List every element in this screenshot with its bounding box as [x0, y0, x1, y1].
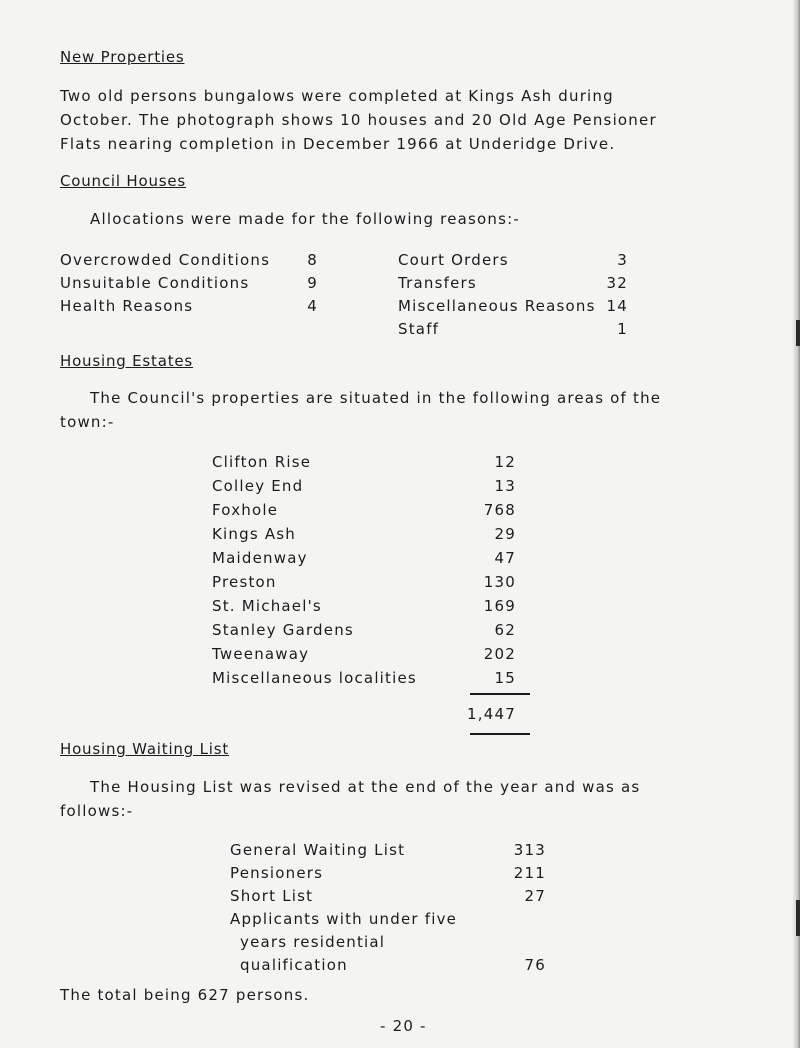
estate-name: Miscellaneous localities	[212, 669, 417, 687]
estate-count: 62	[494, 621, 516, 639]
housing-estates-heading: Housing Estates	[60, 352, 194, 370]
estate-name: Colley End	[212, 477, 304, 495]
estate-count: 169	[483, 597, 516, 615]
estate-count: 15	[494, 669, 516, 687]
waiting-list-total: The total being 627 persons.	[60, 986, 310, 1004]
page-edge-shadow	[792, 0, 800, 1048]
council-houses-heading: Council Houses	[60, 172, 187, 190]
reason-value: 3	[617, 251, 628, 269]
reason-label: Staff	[398, 320, 440, 338]
council-houses-intro: Allocations were made for the following reasons:-	[90, 210, 520, 228]
estate-count: 130	[483, 573, 516, 591]
new-properties-line-3: Flats nearing completion in December 1966 at Underidge Drive.	[60, 135, 616, 153]
total-rule-top	[470, 693, 530, 695]
estate-name: Foxhole	[212, 501, 279, 519]
housing-estates-line-2: town:-	[60, 413, 115, 431]
estate-count: 29	[494, 525, 516, 543]
reason-label: Court Orders	[398, 251, 509, 269]
estate-name: St. Michael's	[212, 597, 322, 615]
reason-value: 8	[307, 251, 318, 269]
new-properties-heading: New Properties	[60, 48, 185, 66]
reason-value: 14	[606, 297, 628, 315]
estate-name: Stanley Gardens	[212, 621, 354, 639]
estate-name: Kings Ash	[212, 525, 296, 543]
reason-value: 32	[606, 274, 628, 292]
estate-name: Tweenaway	[212, 645, 310, 663]
waiting-category: General Waiting List	[230, 841, 406, 859]
estate-count: 202	[483, 645, 516, 663]
waiting-category: Short List	[230, 887, 314, 905]
estate-name: Maidenway	[212, 549, 308, 567]
estate-count: 12	[494, 453, 516, 471]
page-number: - 20 -	[380, 1017, 427, 1035]
waiting-list-heading: Housing Waiting List	[60, 740, 230, 758]
reason-label: Miscellaneous Reasons	[398, 297, 596, 315]
waiting-count: 76	[524, 956, 546, 974]
waiting-count: 211	[513, 864, 546, 882]
waiting-category: Applicants with under five	[230, 910, 458, 928]
waiting-category: qualification	[240, 956, 348, 974]
estate-count: 13	[494, 477, 516, 495]
estate-name: Preston	[212, 573, 277, 591]
reason-label: Unsuitable Conditions	[60, 274, 250, 292]
reason-label: Overcrowded Conditions	[60, 251, 271, 269]
estate-count: 768	[483, 501, 516, 519]
waiting-list-line-1: The Housing List was revised at the end of the year and was as	[90, 778, 641, 796]
reason-value: 9	[307, 274, 318, 292]
estates-total: 1,447	[467, 705, 516, 723]
total-rule-bottom	[470, 733, 530, 735]
housing-estates-line-1: The Council's properties are situated in the following areas of the	[90, 389, 662, 407]
reason-value: 4	[307, 297, 318, 315]
waiting-count: 27	[524, 887, 546, 905]
scan-mark	[796, 900, 800, 936]
waiting-category: years residential	[240, 933, 386, 951]
reason-label: Health Reasons	[60, 297, 194, 315]
waiting-count: 313	[513, 841, 546, 859]
new-properties-line-1: Two old persons bungalows were completed at Kings Ash during	[60, 87, 614, 105]
waiting-category: Pensioners	[230, 864, 324, 882]
reason-label: Transfers	[398, 274, 477, 292]
estate-count: 47	[494, 549, 516, 567]
reason-value: 1	[617, 320, 628, 338]
scan-mark	[796, 320, 800, 346]
new-properties-line-2: October. The photograph shows 10 houses and 20 Old Age Pensioner	[60, 111, 657, 129]
waiting-list-line-2: follows:-	[60, 802, 134, 820]
estate-name: Clifton Rise	[212, 453, 312, 471]
